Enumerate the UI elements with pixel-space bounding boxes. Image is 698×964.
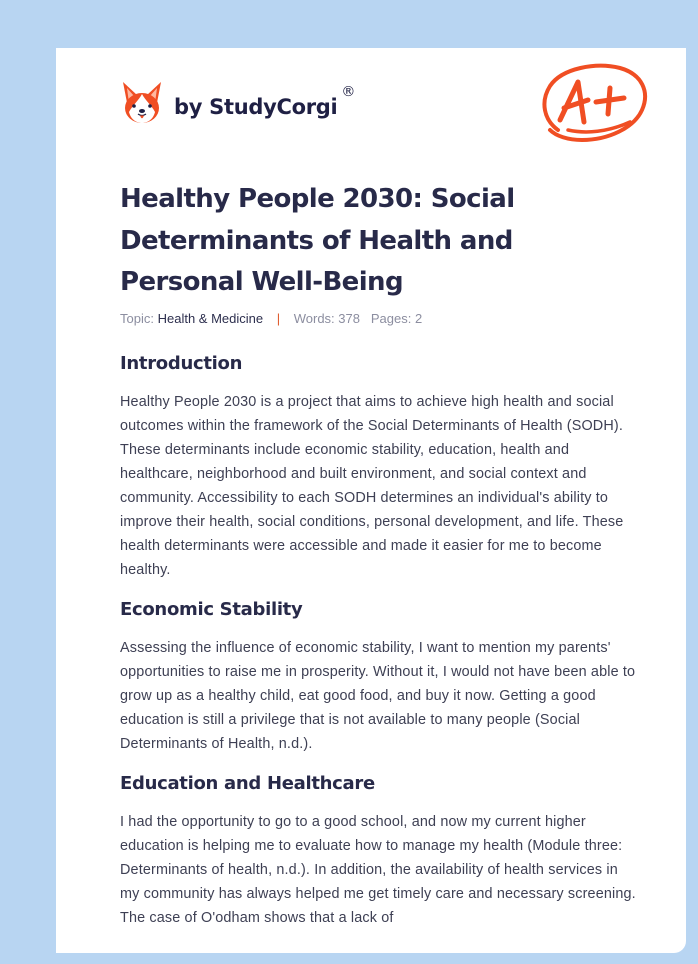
section-education-healthcare [120,773,636,930]
a-plus-grade-icon [538,62,650,144]
section-paragraph: Healthy People 2030 is a project that aims to achieve high health and social outcomes within the framework of the Social Determinants of Health (SODH). These determinants include economic stability, education, health and healthcare, neighborhood and built environment, and social context and community. Accessibility to each SODH determines an individual's ability to improve their health, social conditions, personal development, and life. These health determinants were accessible and made it easier for me to become healthy. [120,394,624,578]
document-body [120,353,636,947]
document-meta [120,311,422,326]
document-card [56,48,686,953]
section-introduction [120,353,636,582]
section-paragraph: Assessing the influence of economic stability, I want to mention my parents' opportunities to raise me in prosperity. Without it, I would not have been able to grow up as a healthy child, eat good food, and buy it now. Getting a good education is still a privilege that is not available to many people (Social Determinants of Health, n.d.). [120,640,636,752]
meta-separator: | [276,311,281,326]
section-paragraph: I had the opportunity to go to a good school, and now my current higher education is helping me to evaluate how to manage my health (Module three: Determinants of health, n.d.). In addition, the availability of health services in my community has always helped me get timely care and necessary screening. The case of O'odham shows that a lack of [120,814,636,926]
brand-name: by StudyCorgi [174,95,338,119]
section-heading: Introduction [120,353,243,374]
header [120,74,660,154]
section-heading: Economic Stability [120,599,303,620]
registered-mark: ® [341,84,356,100]
topic-label: Topic: [120,311,154,326]
corgi-icon [120,78,164,126]
word-count: Words: 378 [293,311,360,326]
section-heading: Education and Healthcare [120,773,375,794]
studycorgi-logo[interactable] [120,74,355,130]
section-economic-stability [120,599,636,756]
page-count: Pages: 2 [370,311,423,326]
topic-link[interactable]: Health & Medicine [157,311,264,326]
document-title: Healthy People 2030: Social Determinants of Health and Personal Well-Being [120,184,515,297]
